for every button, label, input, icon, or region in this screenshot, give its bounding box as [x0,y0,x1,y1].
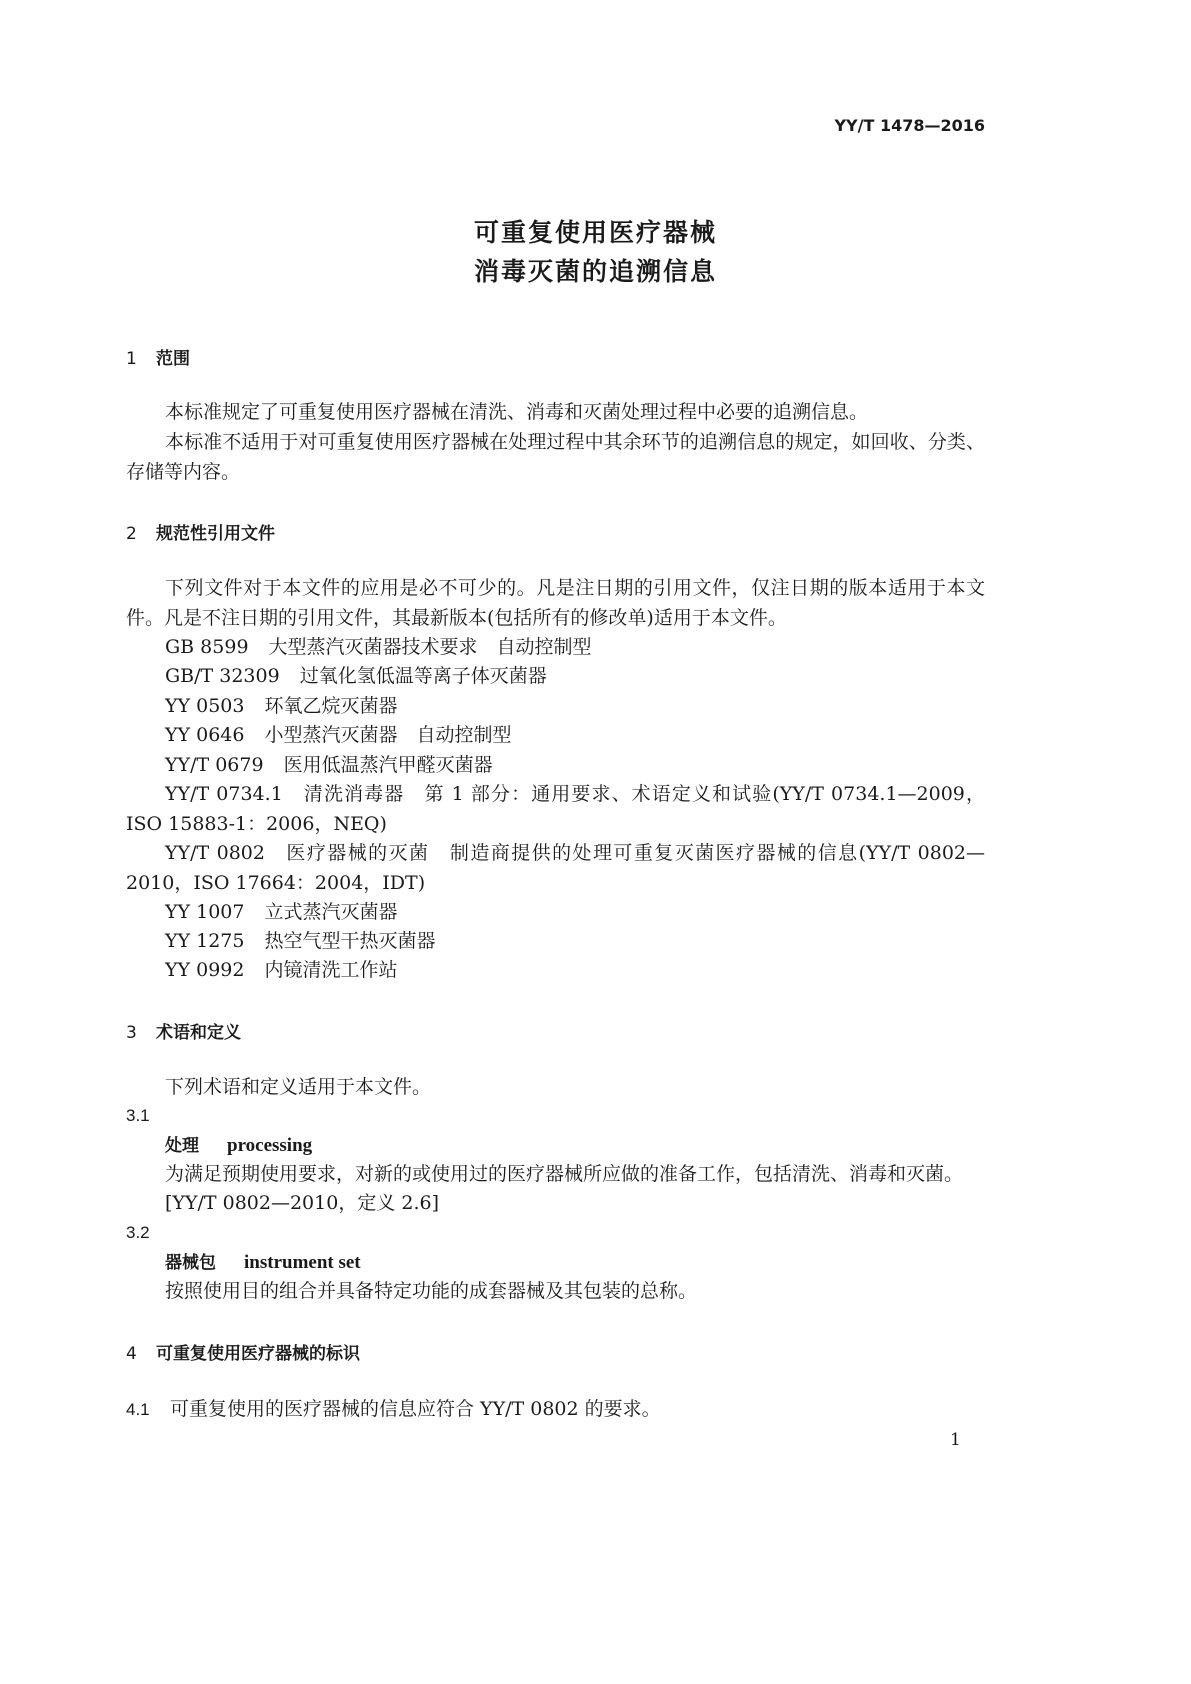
term-definition: 为满足预期使用要求，对新的或使用过的医疗器械所应做的准备工作，包括清洗、消毒和灭菌。 [165,1163,964,1185]
reference-item [126,839,985,898]
ref-title: 清洗消毒器 第 1 部分：通用要求、术语定义和试验(YY/T 0734.1—2009，ISO 15883-1：2006，NEQ) [126,783,985,835]
term-zh: 处理 [165,1136,199,1156]
paragraph: 本标准不适用于对可重复使用医疗器械在处理过程中其余环节的追溯信息的规定，如回收、分类、存储等内容。 [126,431,985,483]
ref-title: 热空气型干热灭菌器 [264,930,436,952]
ref-title: 过氧化氢低温等离子体灭菌器 [299,665,547,687]
clause-number: 4.1 [126,1400,150,1419]
ref-code: YY 0646 [165,724,245,746]
section-1-heading [126,344,190,369]
paragraph: 下列术语和定义适用于本文件。 [165,1076,432,1098]
document-title-line1: 可重复使用医疗器械 [473,218,717,247]
section-number: 3 [126,1023,137,1043]
ref-code: YY/T 0802 [165,842,265,864]
paragraph: 下列文件对于本文件的应用是必不可少的。凡是注日期的引用文件，仅注日期的版本适用于本文件。凡是不注日期的引用文件，其最新版本(包括所有的修改单)适用于本文件。 [126,577,985,629]
paragraph: 本标准规定了可重复使用医疗器械在清洗、消毒和灭菌处理过程中必要的追溯信息。 [165,401,869,423]
term-number: 3.2 [126,1223,150,1242]
page-number: 1 [950,1430,961,1450]
ref-code: YY 0503 [165,695,245,717]
section-title: 术语和定义 [156,1023,241,1043]
term-source: [YY/T 0802—2010，定义 2.6] [165,1192,439,1214]
section-title: 可重复使用医疗器械的标识 [156,1344,360,1364]
reference-item [165,927,436,956]
ref-title: 内镜清洗工作站 [264,959,398,981]
term-en: instrument set [244,1252,361,1273]
term-zh: 器械包 [165,1253,216,1273]
ref-code: GB/T 32309 [165,665,280,687]
section-4-heading [126,1339,360,1364]
section-title: 范围 [156,349,190,369]
reference-item [126,780,985,839]
ref-title: 立式蒸汽灭菌器 [264,901,398,923]
ref-code: YY/T 0734.1 [165,783,283,805]
ref-code: GB 8599 [165,636,249,658]
ref-title: 医用低温蒸汽甲醛灭菌器 [283,754,493,776]
term-en: processing [227,1135,313,1156]
ref-code: YY/T 0679 [165,754,264,776]
reference-item [165,751,493,780]
ref-title: 大型蒸汽灭菌器技术要求 自动控制型 [268,636,592,658]
standard-number: YY/T 1478—2016 [834,116,985,135]
reference-item [165,692,398,721]
section-title: 规范性引用文件 [156,524,275,544]
section-number: 2 [126,524,137,544]
ref-code: YY 1007 [165,901,245,923]
reference-item [165,956,398,985]
term-heading [165,1131,312,1161]
section-number: 1 [126,349,137,369]
term-definition: 按照使用目的组合并具备特定功能的成套器械及其包装的总称。 [165,1280,698,1302]
section-3-heading [126,1018,241,1043]
reference-item [165,633,592,662]
section-number: 4 [126,1344,137,1364]
reference-item [165,662,547,691]
ref-code: YY 1275 [165,930,245,952]
term-heading [165,1248,361,1278]
reference-item [165,721,512,750]
term-number: 3.1 [126,1106,150,1125]
ref-code: YY 0992 [165,959,245,981]
document-title-line2: 消毒灭菌的追溯信息 [473,257,717,286]
clause-text: 可重复使用的医疗器械的信息应符合 YY/T 0802 的要求。 [170,1398,661,1420]
section-2-heading [126,519,275,544]
ref-title: 环氧乙烷灭菌器 [264,695,398,717]
clause [126,1395,661,1424]
ref-title: 小型蒸汽灭菌器 自动控制型 [264,724,512,746]
reference-item [165,898,398,927]
ref-title: 医疗器械的灭菌 制造商提供的处理可重复灭菌医疗器械的信息(YY/T 0802—2010，ISO 17664：2004，IDT) [126,842,986,894]
